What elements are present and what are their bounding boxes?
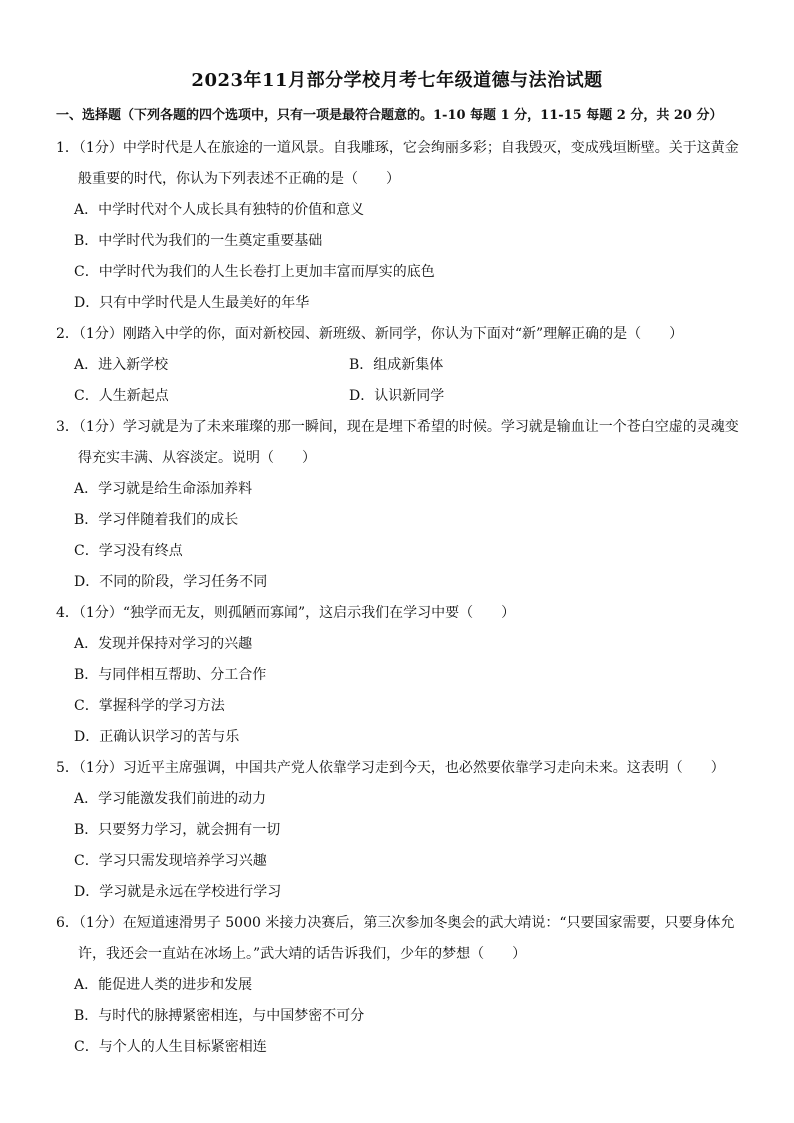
option-a: A．学习能激发我们前进的动力: [74, 791, 267, 807]
question-stem: 4．（1分）“独学而无友，则孤陋而寡闻”，这启示我们在学习中要（ ）: [56, 605, 516, 621]
option-c: C．掌握科学的学习方法: [74, 698, 225, 714]
option-a: A．进入新学校: [74, 357, 169, 373]
option-c: C．中学时代为我们的人生长卷打上更加丰富而厚实的底色: [74, 264, 435, 280]
option-c: C．学习没有终点: [74, 543, 183, 559]
section-heading: 一、选择题（下列各题的四个选项中，只有一项是最符合题意的。1-10 每题 1 分，11-15 每题 2 分，共 20 分）: [56, 108, 723, 123]
option-c: C．与个人的人生目标紧密相连: [74, 1039, 267, 1055]
question-3: [56, 412, 746, 598]
question-stem-continued: 许，我还会一直站在冰场上。”武大靖的话告诉我们，少年的梦想（ ）: [78, 946, 527, 962]
question-6: [56, 908, 746, 1063]
option-c: C．人生新起点: [74, 388, 169, 404]
question-stem-continued: 得充实丰满、从容淡定。说明（ ）: [78, 450, 316, 466]
option-a: A．学习就是给生命添加养料: [74, 481, 253, 497]
question-stem: 5．（1分）习近平主席强调，中国共产党人依靠学习走到今天，也必然要依靠学习走向未来。这表明（ ）: [56, 760, 725, 776]
exam-title: 2023年11月部分学校月考七年级道德与法治试题: [191, 70, 603, 91]
question-1: [56, 133, 746, 319]
questions-body: [56, 133, 746, 1063]
question-5: [56, 753, 746, 908]
option-b: B．中学时代为我们的一生奠定重要基础: [74, 233, 323, 249]
option-d: D．正确认识学习的苦与乐: [74, 729, 240, 745]
option-d: D．不同的阶段，学习任务不同: [74, 574, 268, 590]
option-b: B．学习伴随着我们的成长: [74, 512, 239, 528]
option-row: [56, 381, 746, 412]
option-c: C．学习只需发现培养学习兴趣: [74, 853, 267, 869]
option-row: [56, 350, 746, 381]
question-stem: 6．（1分）在短道速滑男子 5000 米接力决赛后，第三次参加冬奥会的武大靖说：“只要国家需要，只要身体允: [56, 915, 735, 931]
option-a: A．发现并保持对学习的兴趣: [74, 636, 253, 652]
option-d: D．学习就是永远在学校进行学习: [74, 884, 282, 900]
option-d: D．只有中学时代是人生最美好的年华: [74, 295, 310, 311]
option-b: B．与时代的脉搏紧密相连，与中国梦密不可分: [74, 1008, 365, 1024]
question-stem: 1．（1分）中学时代是人在旅途的一道风景。自我雕琢，它会绚丽多彩；自我毁灭，变成残垣断壁。关于这黄金: [56, 140, 739, 156]
option-a: A．中学时代对个人成长具有独特的价值和意义: [74, 202, 365, 218]
option-b: B．组成新集体: [349, 357, 444, 373]
question-4: [56, 598, 746, 753]
question-stem: 3．（1分）学习就是为了未来璀璨的那一瞬间，现在是埋下希望的时候。学习就是输血让一个苍白空虚的灵魂变: [56, 419, 739, 435]
option-d: D．认识新同学: [349, 388, 445, 404]
question-stem: 2．（1分）刚踏入中学的你，面对新校园、新班级、新同学，你认为下面对“新”理解正确的是（ ）: [56, 326, 684, 342]
question-stem-continued: 般重要的时代，你认为下列表述不正确的是（ ）: [78, 171, 400, 187]
option-b: B．只要努力学习，就会拥有一切: [74, 822, 281, 838]
option-a: A．能促进人类的进步和发展: [74, 977, 253, 993]
option-b: B．与同伴相互帮助、分工合作: [74, 667, 267, 683]
question-2: [56, 319, 746, 412]
